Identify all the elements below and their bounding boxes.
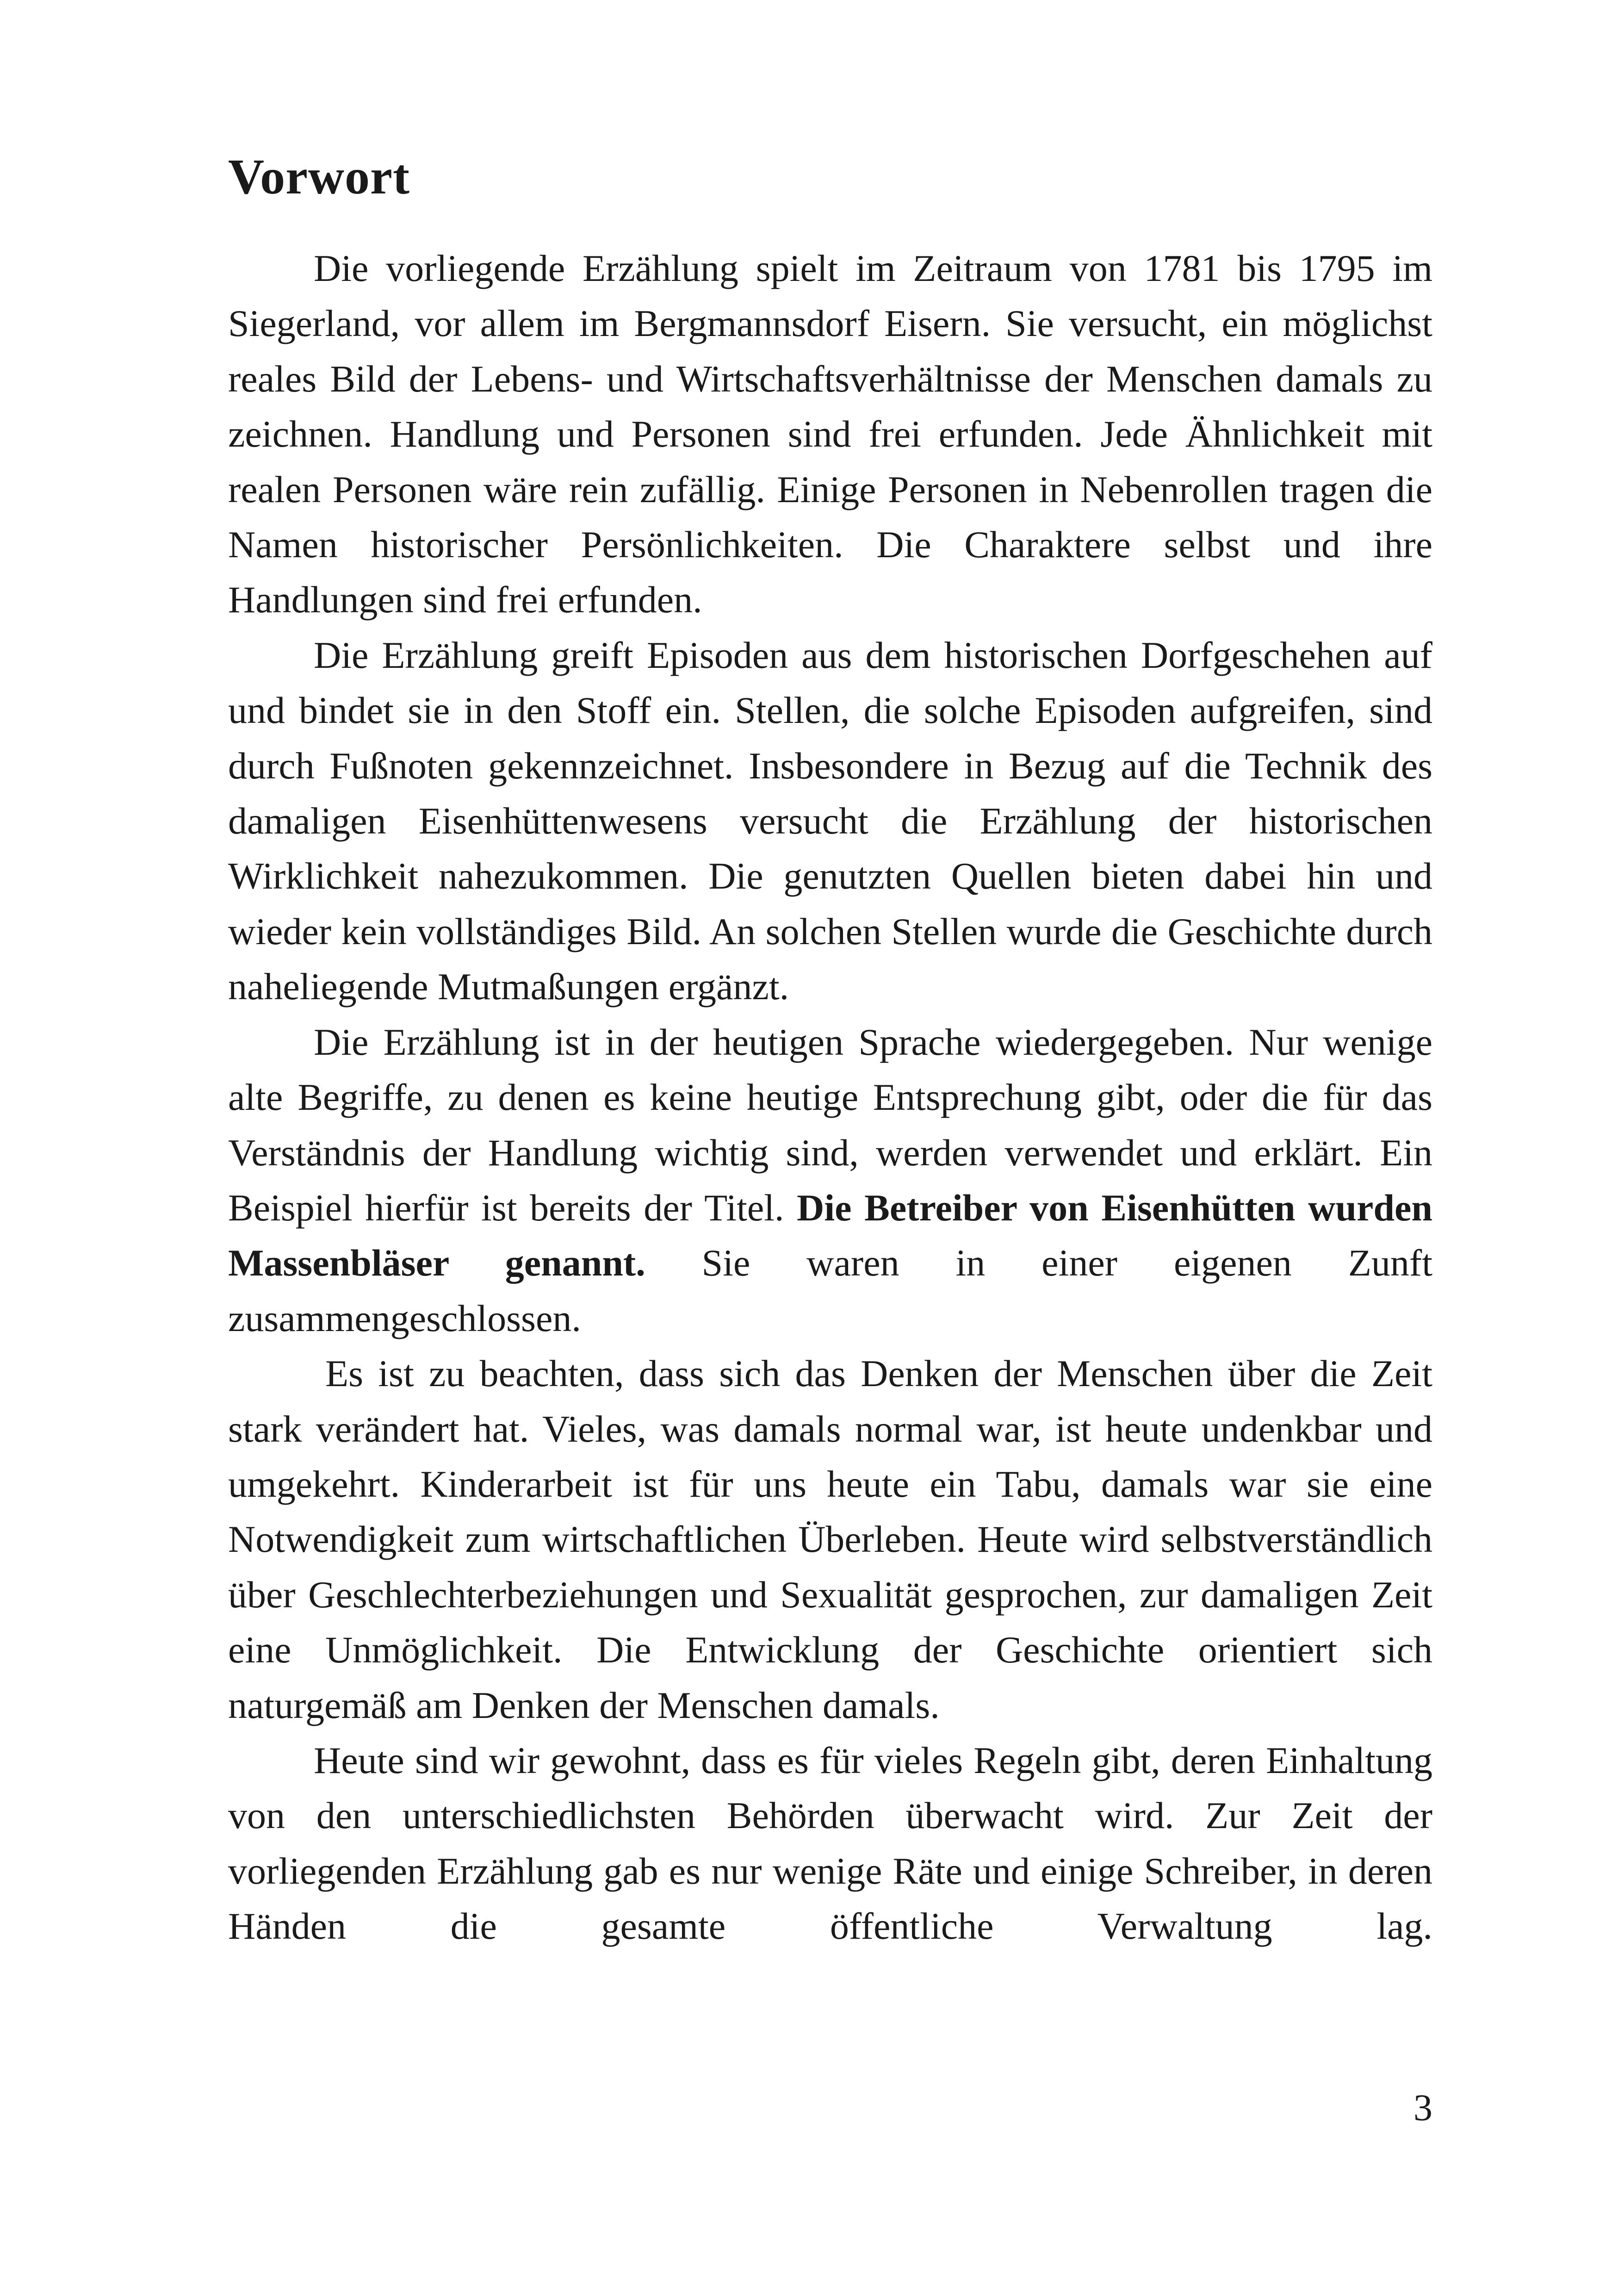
section-heading: Vorwort <box>228 149 410 205</box>
paragraph-3 <box>228 1014 1432 1346</box>
paragraph-1: Die vorliegende Erzählung spielt im Zeitraum von 1781 bis 1795 im Siegerland, vor allem im Bergmannsdorf Eisern. Sie versucht, ein möglichst reales Bild der Lebens- und Wirtschaftsverhältnisse der Menschen damals zu zeichnen. Handlung und Personen sind frei erfunden. Jede Ähnlichkeit mit realen Personen wäre rein zufällig. Einige Personen in Nebenrollen tragen die Namen historischer Persönlichkeiten. Die Charaktere selbst und ihre Handlungen sind frei erfunden. <box>228 247 1432 621</box>
paragraph-5: Heute sind wir gewohnt, dass es für vieles Regeln gibt, deren Einhaltung von den unterschiedlichsten Behörden überwacht wird. Zur Zeit der vorliegenden Erzählung gab es nur wenige Räte und einige Schreiber, in deren Händen die gesamte öffentliche Verwaltung lag. <box>228 1739 1432 1948</box>
body-text <box>228 241 1432 1954</box>
paragraph-3-bold-statement: Die Betreiber von Eisenhütten wurden Massenbläser genannt. <box>228 1186 1433 1284</box>
paragraph-4: Es ist zu beachten, dass sich das Denken der Menschen über die Zeit stark verändert hat. Vieles, was damals normal war, ist heute undenkbar und umgekehrt. Kinderarbeit ist für uns heute ein Tabu, damals war sie eine Notwendigkeit zum wirtschaftlichen Überleben. Heute wird selbstverständlich über Geschlechterbeziehungen und Sexualität gesprochen, zur damaligen Zeit eine Unmöglichkeit. Die Entwicklung der Geschichte orientiert sich naturgemäß am Denken der Menschen damals. <box>228 1352 1432 1726</box>
paragraph-2: Die Erzählung greift Episoden aus dem historischen Dorfgeschehen auf und bindet sie in den Stoff ein. Stellen, die solche Episoden aufgreifen, sind durch Fußnoten gekennzeichnet. Insbesondere in Bezug auf die Technik des damaligen Eisenhüttenwesens versucht die Erzählung der historischen Wirklichkeit nahezukommen. Die genutzten Quellen bieten dabei hin und wieder kein vollständiges Bild. An solchen Stellen wurde die Geschichte durch naheliegende Mutmaßungen ergänzt. <box>228 634 1432 1008</box>
paragraph-3-text-before: Die Erzählung ist in der heutigen Sprache wiedergegeben. Nur wenige alte Begriffe, zu denen es keine heutige Entsprechung gibt, oder die für das Verständnis der Handlung wichtig sind, werden verwendet und erklärt. Ein Beispiel hierfür ist bereits der Titel. <box>228 1020 1432 1229</box>
paragraph-3-text-after: Sie waren in einer eigenen Zunft zusammengeschlossen. <box>228 1242 1432 1339</box>
page-number: 3 <box>1413 2086 1432 2128</box>
